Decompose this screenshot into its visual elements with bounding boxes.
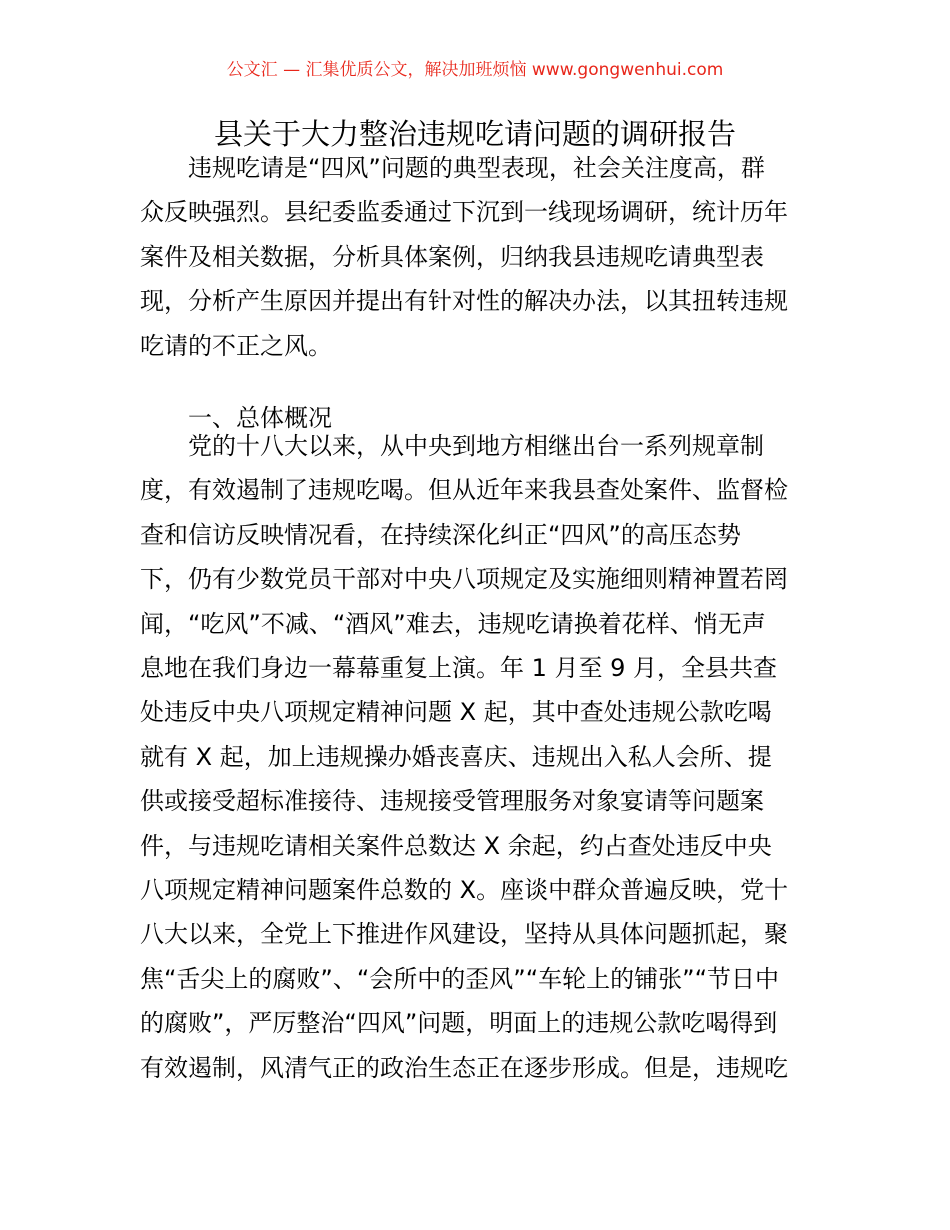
paragraph-line: 下，仍有少数党员干部对中央八项规定及实施细则精神置若罔 xyxy=(140,565,788,594)
paragraph-line: 党的十八大以来，从中央到地方相继出台一系列规章制 xyxy=(188,432,764,460)
paragraph-line: 现，分析产生原因并提出有针对性的解决办法，以其扭转违规 xyxy=(140,287,788,316)
paragraph-line: 焦“舌尖上的腐败”、“会所中的歪风”“车轮上的铺张”“节日中 xyxy=(140,964,780,993)
paragraph-line: 八大以来，全党上下推进作风建设，坚持从具体问题抓起，聚 xyxy=(140,920,788,949)
paragraph-line: 处违反中央八项规定精神问题 X 起，其中查处违规公款吃喝 xyxy=(140,698,772,727)
paragraph-line: 有效遏制，风清气正的政治生态正在逐步形成。但是，违规吃 xyxy=(140,1053,788,1082)
paragraph-line: 度，有效遏制了违规吃喝。但从近年来我县查处案件、监督检 xyxy=(140,476,788,505)
paragraph-line: 吃请的不正之风。 xyxy=(140,331,332,360)
document-title: 县关于大力整治违规吃请问题的调研报告 xyxy=(213,117,736,151)
paragraph-line: 的腐败”，严厉整治“四风”问题，明面上的违规公款吃喝得到 xyxy=(140,1009,778,1038)
paragraph-line: 就有 X 起，加上违规操办婚丧喜庆、违规出入私人会所、提 xyxy=(140,742,772,771)
paragraph-line: 供或接受超标准接待、违规接受管理服务对象宴请等问题案 xyxy=(140,787,764,816)
paragraph-line: 案件及相关数据，分析具体案例，归纳我县违规吃请典型表 xyxy=(140,242,764,271)
paragraph-line: 违规吃请是“四风”问题的典型表现，社会关注度高，群 xyxy=(188,154,765,182)
paragraph-line: 查和信访反映情况看，在持续深化纠正“四风”的高压态势 xyxy=(140,520,741,549)
site-banner[interactable]: 公文汇 — 汇集优质公文，解决加班烦恼 www.gongwenhui.com xyxy=(226,60,724,80)
paragraph-line: 闻，“吃风”不减、“酒风”难去，违规吃请换着花样、悄无声 xyxy=(140,609,766,638)
paragraph-line: 件，与违规吃请相关案件总数达 X 余起，约占查处违反中央 xyxy=(140,831,772,860)
overview-paragraph xyxy=(140,424,812,1090)
paragraph-line: 众反映强烈。县纪委监委通过下沉到一线现场调研，统计历年 xyxy=(140,198,788,227)
section-heading: 一、总体概况 xyxy=(188,404,332,432)
intro-paragraph xyxy=(140,146,812,368)
paragraph-line: 八项规定精神问题案件总数的 X。座谈中群众普遍反映，党十 xyxy=(140,876,789,905)
paragraph-line: 息地在我们身边一幕幕重复上演。年 1 月至 9 月，全县共查 xyxy=(140,654,778,683)
